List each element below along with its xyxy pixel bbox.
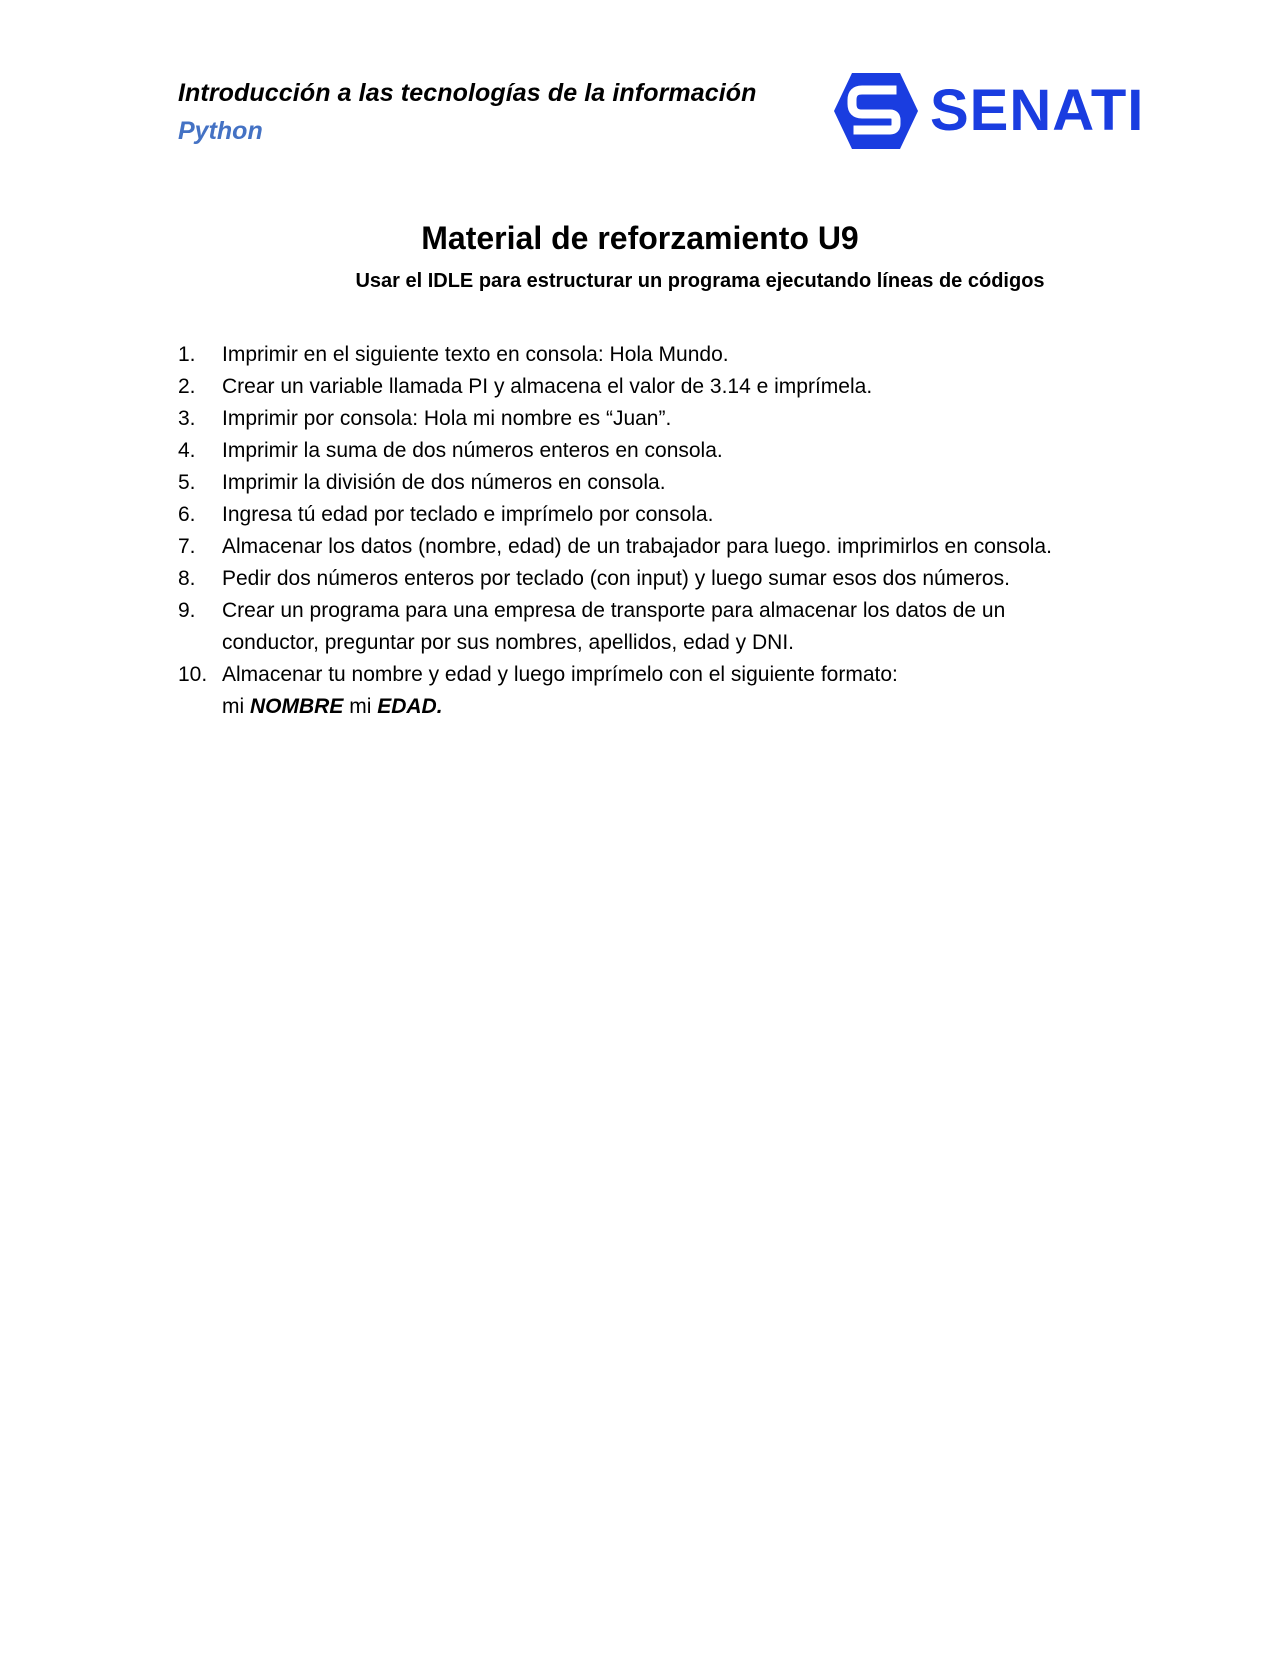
document-title: Material de reforzamiento U9 <box>421 220 859 256</box>
list-item <box>178 371 1098 403</box>
format-word: mi <box>222 695 245 718</box>
list-item-number: 4. <box>178 439 196 462</box>
course-subtitle: Python <box>178 117 263 145</box>
list-item-number: 5. <box>178 471 196 494</box>
format-example <box>222 691 1098 723</box>
list-item-text: Ingresa tú edad por teclado e imprímelo por consola. <box>222 503 714 526</box>
header-text <box>178 74 757 150</box>
list-item-number: 3. <box>178 407 196 430</box>
list-item-number: 9. <box>178 599 196 622</box>
list-item-number: 7. <box>178 535 196 558</box>
senati-logo <box>832 70 1145 152</box>
course-title: Introducción a las tecnologías de la información <box>178 79 757 107</box>
list-item <box>178 563 1098 595</box>
list-item-text: Imprimir por consola: Hola mi nombre es “Juan”. <box>222 407 672 430</box>
list-item-text: Imprimir la división de dos números en consola. <box>222 471 666 494</box>
list-item <box>178 499 1098 531</box>
logo-text: SENATI <box>930 78 1145 143</box>
list-item-number: 10. <box>178 663 208 686</box>
list-item-text: Almacenar tu nombre y edad y luego imprímelo con el siguiente formato: <box>222 663 898 686</box>
list-item-number: 2. <box>178 375 196 398</box>
list-item-text: Crear un programa para una empresa de transporte para almacenar los datos de un conductor, preguntar por sus nombres, apellidos, edad y DNI. <box>222 599 1006 654</box>
list-item <box>178 467 1098 499</box>
list-item-text: Pedir dos números enteros por teclado (con input) y luego sumar esos dos números. <box>222 567 1010 590</box>
list-item <box>178 659 1098 723</box>
exercise-list <box>178 339 1098 723</box>
list-item-text: Imprimir la suma de dos números enteros en consola. <box>222 439 723 462</box>
list-item <box>178 403 1098 435</box>
document-subtitle: Usar el IDLE para estructurar un programa ejecutando líneas de códigos <box>355 270 1045 292</box>
format-placeholder-name: NOMBRE <box>250 695 344 718</box>
list-item <box>178 531 1098 563</box>
list-item-text: Almacenar los datos (nombre, edad) de un trabajador para luego. imprimirlos en consola. <box>222 535 1052 558</box>
format-placeholder-age: EDAD. <box>377 695 443 718</box>
list-item <box>178 595 1098 659</box>
list-item-text: Crear un variable llamada PI y almacena el valor de 3.14 e imprímela. <box>222 375 873 398</box>
list-item <box>178 339 1098 371</box>
list-item-number: 6. <box>178 503 196 526</box>
page-header <box>178 74 1145 164</box>
senati-logo-icon <box>832 70 920 152</box>
list-item <box>178 435 1098 467</box>
list-item-number: 1. <box>178 343 196 366</box>
format-word: mi <box>349 695 372 718</box>
list-item-text: Imprimir en el siguiente texto en consola: Hola Mundo. <box>222 343 729 366</box>
list-item-number: 8. <box>178 567 196 590</box>
